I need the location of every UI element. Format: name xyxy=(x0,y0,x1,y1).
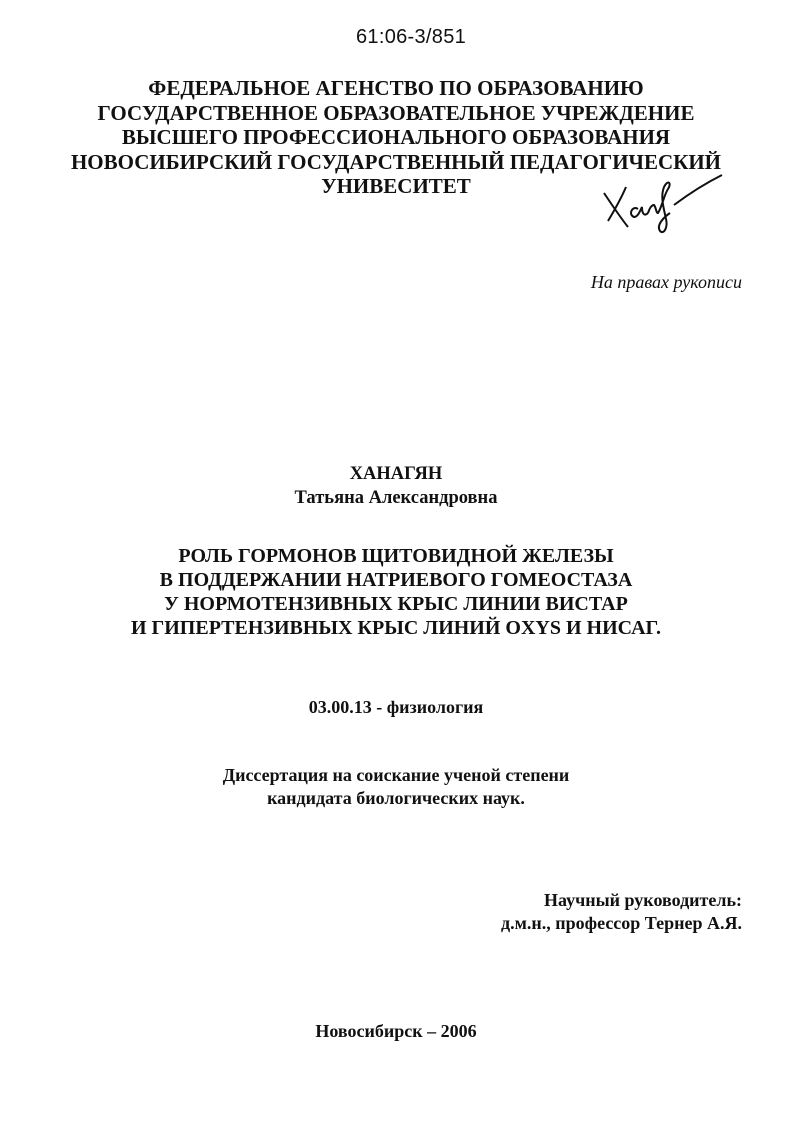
supervisor-name: д.м.н., профессор Тернер А.Я. xyxy=(501,913,742,933)
organization-line: ФЕДЕРАЛЬНОЕ АГЕНСТВО ПО ОБРАЗОВАНИЮ xyxy=(148,76,644,100)
organization-line: НОВОСИБИРСКИЙ ГОСУДАРСТВЕННЫЙ ПЕДАГОГИЧЕСКИЙ xyxy=(70,149,722,174)
organization-line: ВЫСШЕГО ПРОФЕССИОНАЛЬНОГО ОБРАЗОВАНИЯ xyxy=(121,125,671,149)
organization-line: ГОСУДАРСТВЕННОЕ ОБРАЗОВАТЕЛЬНОЕ УЧРЕЖДЕНИЕ xyxy=(97,100,695,125)
organization-line: УНИВЕСИТЕТ xyxy=(321,174,471,198)
supervisor-label: Научный руководитель: xyxy=(544,890,742,910)
title-line: У НОРМОТЕНЗИВНЫХ КРЫС ЛИНИИ ВИСТАР xyxy=(164,593,628,615)
author-block xyxy=(0,462,792,510)
specialty: 03.00.13 - физиология xyxy=(308,697,484,717)
author-given-names: Татьяна Александровна xyxy=(294,488,498,508)
place-year: Новосибирск – 2006 xyxy=(315,1021,477,1041)
rights-notice: На правах рукописи xyxy=(590,272,742,292)
title-line: И ГИПЕРТЕНЗИВНЫХ КРЫС ЛИНИЙ OXYS И НИСАГ. xyxy=(130,617,662,639)
signature-image xyxy=(598,165,728,240)
supervisor-block xyxy=(501,889,742,935)
degree-statement xyxy=(0,764,792,810)
author-surname: ХАНАГЯН xyxy=(349,464,443,484)
title-line: РОЛЬ ГОРМОНОВ ЩИТОВИДНОЙ ЖЕЛЕЗЫ xyxy=(178,545,614,567)
catalog-code: 61:06-3/851 xyxy=(356,26,467,48)
dissertation-title xyxy=(0,544,792,640)
title-line: В ПОДДЕРЖАНИИ НАТРИЕВОГО ГОМЕОСТАЗА xyxy=(159,569,633,591)
degree-line: кандидата биологических наук. xyxy=(267,788,525,808)
degree-line: Диссертация на соискание ученой степени xyxy=(222,765,570,785)
